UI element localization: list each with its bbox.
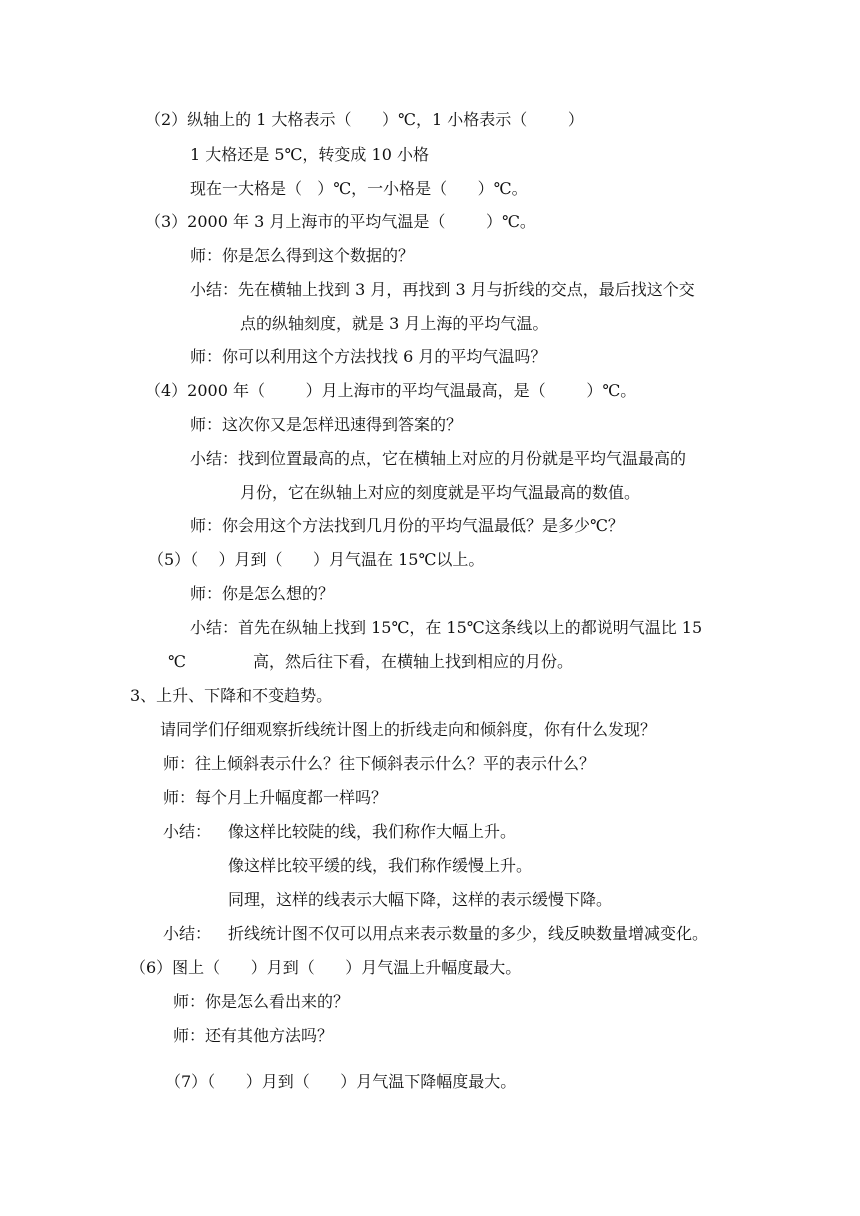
- summary-unit-fragment: ℃: [168, 652, 186, 671]
- question-2-sub-line: 现在一大格是（ ）℃，一小格是（ ）℃。: [190, 179, 528, 198]
- summary-line: 小结：先在横轴上找到 3 月，再找到 3 月与折线的交点，最后找这个交: [190, 280, 695, 299]
- summary-line: 同理，这样的线表示大幅下降，这样的表示缓慢下降。: [228, 890, 613, 909]
- question-4-line: （4）2000 年（ ）月上海市的平均气温最高，是（ ）℃。: [145, 381, 637, 400]
- teacher-line: 师：还有其他方法吗？: [173, 1026, 334, 1045]
- teacher-line: 师：往上倾斜表示什么？往下倾斜表示什么？平的表示什么？: [163, 754, 596, 773]
- teacher-line: 师：每个月上升幅度都一样吗？: [163, 788, 388, 807]
- summary-line: 小结：找到位置最高的点，它在横轴上对应的月份就是平均气温最高的: [190, 449, 687, 468]
- teacher-line: 师：这次你又是怎样迅速得到答案的？: [190, 415, 463, 434]
- summary-continuation-line: 高，然后往下看，在横轴上找到相应的月份。: [253, 652, 574, 671]
- teacher-line: 师：你会用这个方法找到几月份的平均气温最低？是多少℃？: [190, 516, 624, 535]
- teacher-line: 师：你是怎么看出来的？: [173, 992, 350, 1011]
- section-heading: 3、上升、下降和不变趋势。: [130, 686, 333, 705]
- teacher-line: 师：你是怎么想的？: [190, 584, 335, 603]
- question-6-line: （6）图上（ ）月到（ ）月气温上升幅度最大。: [130, 958, 522, 977]
- summary-line: 小结：首先在纵轴上找到 15℃，在 15℃这条线以上的都说明气温比 15: [190, 618, 703, 637]
- question-3-line: （3）2000 年 3 月上海市的平均气温是（ ）℃。: [145, 212, 536, 231]
- question-5-line: （5）（ ）月到（ ）月气温在 15℃以上。: [148, 550, 485, 569]
- summary-line: 像这样比较陡的线，我们称作大幅上升。: [228, 822, 517, 841]
- question-7-line: （7）（ ）月到（ ）月气温下降幅度最大。: [165, 1072, 517, 1091]
- teacher-line: 师：你可以利用这个方法找找 6 月的平均气温吗？: [190, 347, 547, 366]
- question-2-line: （2）纵轴上的 1 大格表示（ ）℃，1 小格表示（ ）: [145, 110, 584, 129]
- summary-continuation-line: 点的纵轴刻度，就是 3 月上海的平均气温。: [240, 314, 549, 333]
- summary-line: 像这样比较平缓的线，我们称作缓慢上升。: [228, 856, 533, 875]
- teacher-line: 师：你是怎么得到这个数据的？: [190, 246, 415, 265]
- note-line: 1 大格还是 5℃，转变成 10 小格: [190, 145, 429, 164]
- summary-continuation-line: 月份，它在纵轴上对应的刻度就是平均气温最高的数值。: [240, 483, 641, 502]
- summary-label: 小结：: [163, 924, 212, 943]
- summary-label: 小结：: [163, 822, 212, 841]
- summary-line: 折线统计图不仅可以用点来表示数量的多少，线反映数量增减变化。: [228, 924, 709, 943]
- prompt-line: 请同学们仔细观察折线统计图上的折线走向和倾斜度，你有什么发现？: [160, 720, 657, 739]
